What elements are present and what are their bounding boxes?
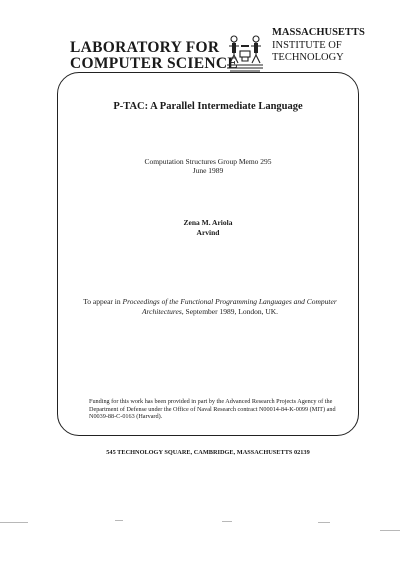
author-1: Zena M. Ariola <box>183 218 233 227</box>
institute-name <box>272 27 365 65</box>
lab-name-line-2: COMPUTER SCIENCE <box>70 55 238 72</box>
content-frame <box>57 72 359 436</box>
lab-address: 545 TECHNOLOGY SQUARE, CAMBRIDGE, MASSACHUSETTS 02139 <box>106 449 310 456</box>
scan-mark <box>0 522 28 523</box>
mit-seal-icon <box>224 31 266 75</box>
publication-prefix: To appear in <box>83 297 123 306</box>
publication-venue: Proceedings of the Functional Programming Languages and Computer Architectures <box>122 297 337 316</box>
lab-name <box>70 40 238 72</box>
institute-line-1: MASSACHUSETTS <box>272 27 365 38</box>
memo-date: June 1989 <box>192 166 224 175</box>
publication-note <box>64 297 356 317</box>
lab-name-line-1: LABORATORY FOR <box>70 39 220 56</box>
institute-line-3: TECHNOLOGY <box>272 52 344 63</box>
memo-info <box>57 157 359 175</box>
publication-suffix: , September 1989, London, UK. <box>181 307 279 316</box>
funding-note: Funding for this work has been provided in part by the Advanced Research Projects Agency of the Department of Defense under the Office of Naval Research contract N00014-84-K-0099 (MIT) and N0039-88-C-0163 (Harvard). <box>89 398 336 421</box>
scan-mark <box>380 530 400 531</box>
document-title: P-TAC: A Parallel Intermediate Language <box>113 101 303 112</box>
scan-mark <box>222 521 232 522</box>
memo-number: Computation Structures Group Memo 295 <box>144 157 272 166</box>
institute-line-2: INSTITUTE OF <box>272 39 342 51</box>
authors <box>57 218 359 238</box>
author-2: Arvind <box>196 228 220 237</box>
scan-mark <box>115 520 123 521</box>
scan-mark <box>318 522 330 523</box>
